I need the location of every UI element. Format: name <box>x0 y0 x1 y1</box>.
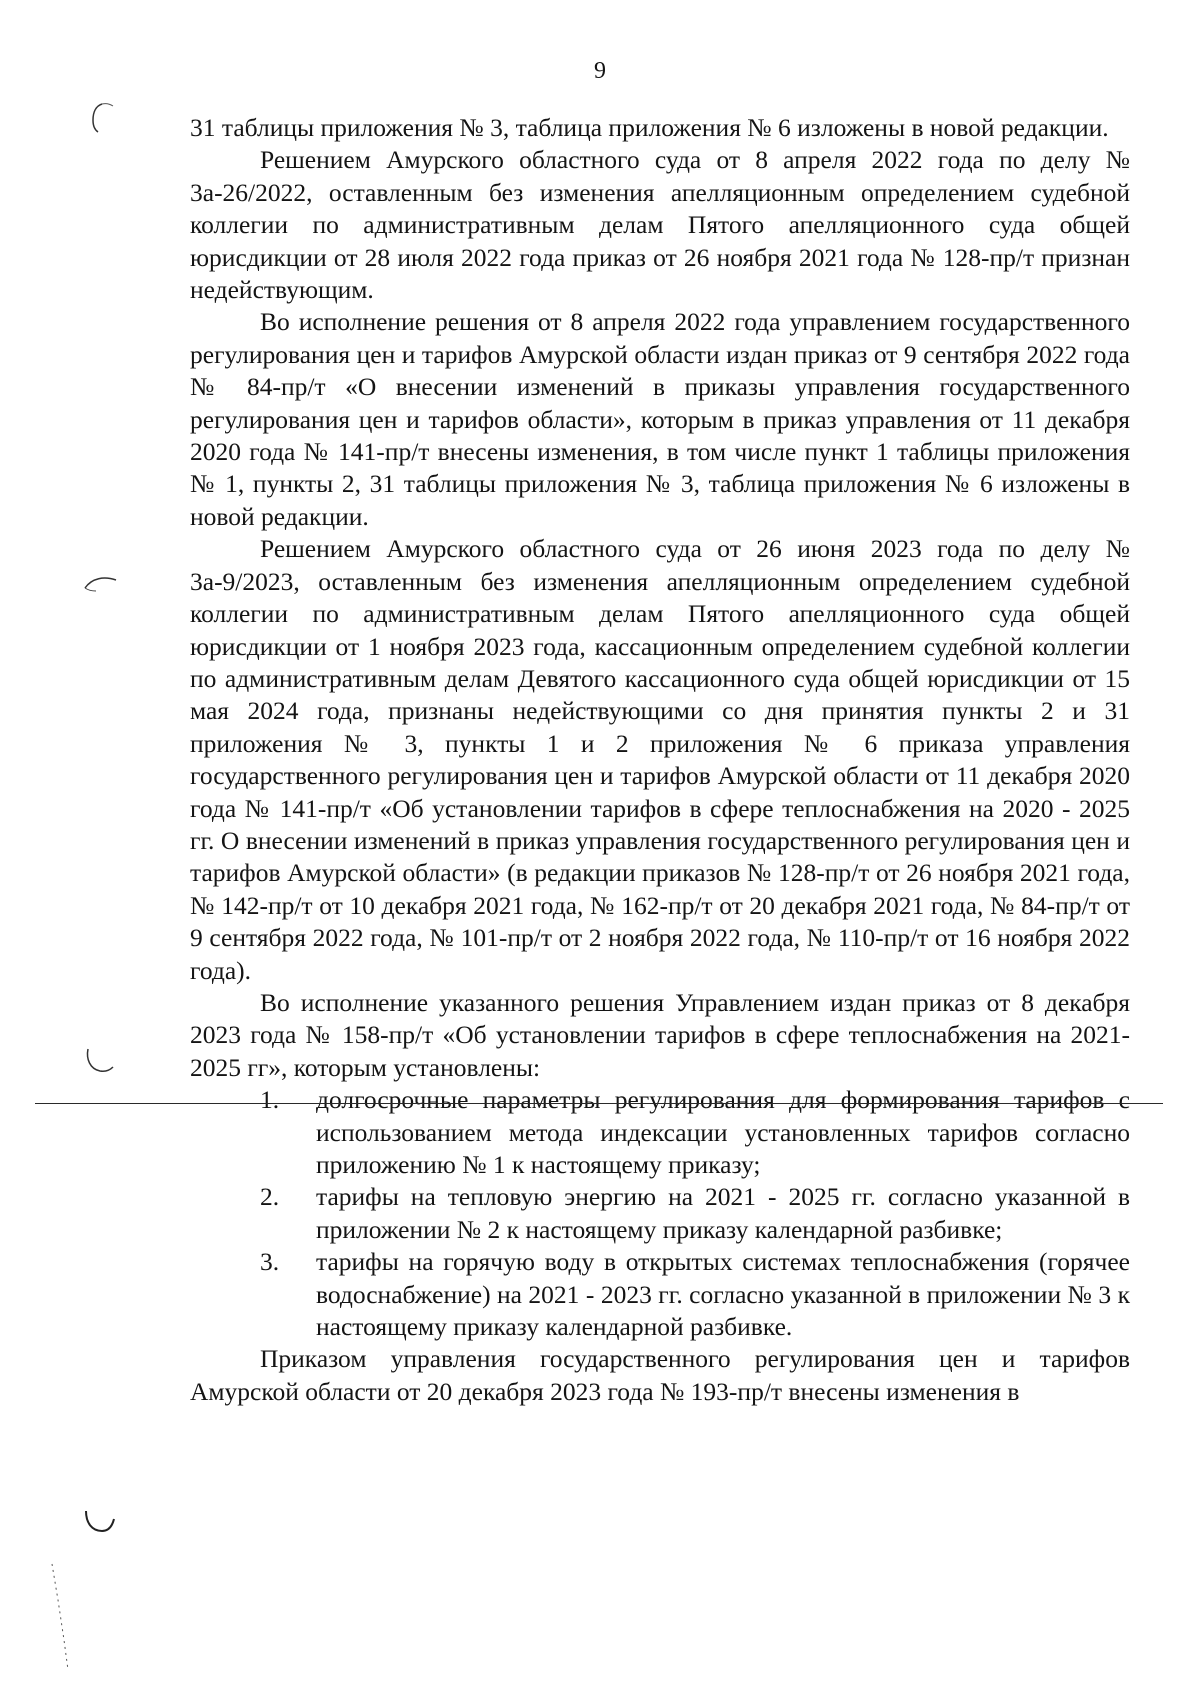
list-item-number: 1. <box>260 1085 280 1115</box>
document-body <box>190 112 1130 1408</box>
scan-cut-line <box>35 1103 1163 1104</box>
list-item <box>190 1181 1130 1246</box>
paragraph-order-84: Во исполнение решения от 8 апреля 2022 года управлением государственного регулирования цен и тарифов Амурской области издан приказ от 9 сентября 2022 года № 84-пр/т «О внесении изменений в приказы управления государственного регулирования цен и тарифов области», которым в приказ управления от 11 декабря 2020 года № 141-пр/т внесены изменения, в том числе пункт 1 таблицы приложения № 1, пункты 2, 31 таблицы приложения № 3, таблица приложения № 6 изложены в новой редакции. <box>190 307 1130 531</box>
scan-mark-corner <box>48 1560 88 1680</box>
scan-mark-lower <box>82 1045 122 1079</box>
list-item-text: тарифы на горячую воду в открытых системах теплоснабжения (горячее водоснабжение) на 2021 - 2023 гг. согласно указанной в приложении № 3 к настоящему приказу календарной разбивке. <box>316 1247 1130 1342</box>
list-item-number: 3. <box>260 1247 280 1277</box>
list-item-text: долгосрочные параметры регулирования для формирования тарифов с использованием метода индексации установленных тарифов согласно приложению № 1 к настоящему приказу; <box>316 1085 1130 1179</box>
list-item-text: тарифы на тепловую энергию на 2021 - 2025 гг. согласно указанной в приложении № 2 к настоящему приказу календарной разбивке; <box>316 1182 1130 1244</box>
paragraph-court-decision-2023: Решением Амурского областного суда от 26 июня 2023 года по делу № 3а-9/2023, оставленным без изменения апелляционным определением судебной коллегии по административным делам Пятого апелляционного суда общей юрисдикции от 1 ноября 2023 года, кассационным определением судебной коллегии по административным делам Девятого кассационного суда общей юрисдикции от 15 мая 2024 года, признаны недействующими со дня принятия пункты 2 и 31 приложения № 3, пункты 1 и 2 приложения № 6 приказа управления государственного регулирования цен и тарифов Амурской области от 11 декабря 2020 года № 141-пр/т «Об установлении тарифов в сфере теплоснабжения на 2020 - 2025 гг. О внесении изменений в приказ управления государственного регулирования цен и тарифов Амурской области» (в редакции приказов № 128-пр/т от 26 ноября 2021 года, № 142-пр/т от 10 декабря 2021 года, № 162-пр/т от 20 декабря 2021 года, № 84-пр/т от 9 сентября 2022 года, № 101-пр/т от 2 ноября 2022 года, № 110-пр/т от 16 ноября 2022 года). <box>190 534 1130 985</box>
paragraph-court-decision-2022: Решением Амурского областного суда от 8 апреля 2022 года по делу № 3а-26/2022, оставленным без изменения апелляционным определением судебной коллегии по административным делам Пятого апелляционного суда общей юрисдикции от 28 июля 2022 года приказ от 26 ноября 2021 года № 128-пр/т признан недействующим. <box>190 145 1130 305</box>
list-item-number: 2. <box>260 1182 280 1212</box>
scan-mark-middle <box>80 570 130 610</box>
scan-mark-bottom <box>80 1505 120 1539</box>
scan-mark-top <box>84 100 124 140</box>
list-item <box>190 1246 1130 1343</box>
paragraph-continuation: 31 таблицы приложения № 3, таблица приложения № 6 изложены в новой редакции. <box>190 113 1109 142</box>
list-item <box>190 1084 1130 1181</box>
paragraph-order-158: Во исполнение указанного решения Управлением издан приказ от 8 декабря 2023 года № 158-пр/т «Об установлении тарифов в сфере теплоснабжения на 2021-2025 гг», которым установлены: <box>190 987 1130 1082</box>
paragraph-order-193: Приказом управления государственного регулирования цен и тарифов Амурской области от 20 декабря 2023 года № 193-пр/т внесены изменения в <box>190 1344 1130 1406</box>
page-number: 9 <box>594 58 606 84</box>
established-items-list <box>190 1084 1130 1343</box>
